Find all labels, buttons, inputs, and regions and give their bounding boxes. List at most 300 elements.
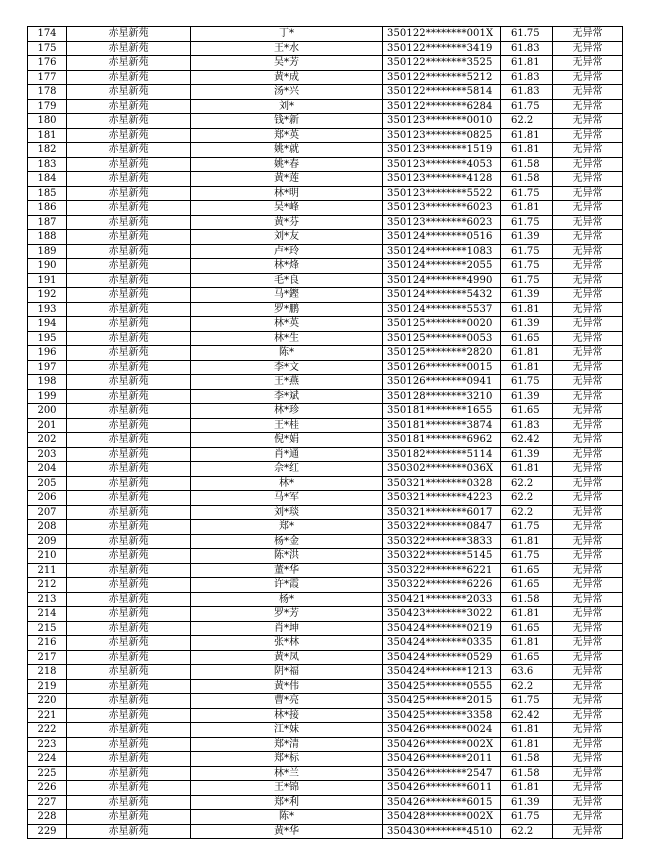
score-cell: 61.65: [501, 621, 553, 636]
status-cell: 无异常: [553, 259, 623, 274]
row-number-cell: 229: [28, 824, 67, 839]
row-number-cell: 213: [28, 592, 67, 607]
row-number-cell: 207: [28, 505, 67, 520]
table-row: [28, 665, 623, 680]
community-cell: 赤星新苑: [67, 636, 191, 651]
community-cell: 赤星新苑: [67, 215, 191, 230]
table-row: [28, 41, 623, 56]
name-cell: 林*: [191, 476, 383, 491]
score-cell: 61.81: [501, 302, 553, 317]
status-cell: 无异常: [553, 128, 623, 143]
name-cell: 李*文: [191, 360, 383, 375]
table-row: [28, 810, 623, 825]
id-number-cell: 350123********5522: [383, 186, 501, 201]
id-number-cell: 350322********5145: [383, 549, 501, 564]
name-cell: 林*明: [191, 186, 383, 201]
row-number-cell: 220: [28, 694, 67, 709]
id-number-cell: 350125********0053: [383, 331, 501, 346]
id-number-cell: 350322********6226: [383, 578, 501, 593]
row-number-cell: 203: [28, 447, 67, 462]
row-number-cell: 174: [28, 27, 67, 42]
row-number-cell: 184: [28, 172, 67, 187]
community-cell: 赤星新苑: [67, 85, 191, 100]
applicant-table: [27, 26, 623, 839]
table-row: [28, 259, 623, 274]
table-row: [28, 70, 623, 85]
status-cell: 无异常: [553, 752, 623, 767]
name-cell: 倪*娟: [191, 433, 383, 448]
table-row: [28, 215, 623, 230]
row-number-cell: 205: [28, 476, 67, 491]
name-cell: 李*斌: [191, 389, 383, 404]
id-number-cell: 350321********0328: [383, 476, 501, 491]
id-number-cell: 350424********0529: [383, 650, 501, 665]
score-cell: 61.81: [501, 607, 553, 622]
name-cell: 张*林: [191, 636, 383, 651]
name-cell: 刘*: [191, 99, 383, 114]
table-row: [28, 723, 623, 738]
status-cell: 无异常: [553, 273, 623, 288]
name-cell: 姚*就: [191, 143, 383, 158]
status-cell: 无异常: [553, 230, 623, 245]
community-cell: 赤星新苑: [67, 346, 191, 361]
score-cell: 61.81: [501, 56, 553, 71]
score-cell: 61.39: [501, 795, 553, 810]
name-cell: 毛*良: [191, 273, 383, 288]
table-row: [28, 578, 623, 593]
score-cell: 62.42: [501, 433, 553, 448]
status-cell: 无异常: [553, 302, 623, 317]
row-number-cell: 212: [28, 578, 67, 593]
status-cell: 无异常: [553, 534, 623, 549]
score-cell: 62.2: [501, 824, 553, 839]
row-number-cell: 176: [28, 56, 67, 71]
table-row: [28, 331, 623, 346]
score-cell: 61.58: [501, 157, 553, 172]
status-cell: 无异常: [553, 143, 623, 158]
status-cell: 无异常: [553, 766, 623, 781]
id-number-cell: 350322********3833: [383, 534, 501, 549]
row-number-cell: 217: [28, 650, 67, 665]
name-cell: 董*华: [191, 563, 383, 578]
status-cell: 无异常: [553, 795, 623, 810]
score-cell: 61.81: [501, 201, 553, 216]
id-number-cell: 350125********0020: [383, 317, 501, 332]
name-cell: 陈*: [191, 810, 383, 825]
table-row: [28, 404, 623, 419]
row-number-cell: 200: [28, 404, 67, 419]
id-number-cell: 350128********3210: [383, 389, 501, 404]
id-number-cell: 350302********036X: [383, 462, 501, 477]
id-number-cell: 350124********5432: [383, 288, 501, 303]
row-number-cell: 193: [28, 302, 67, 317]
table-row: [28, 288, 623, 303]
id-number-cell: 350426********0024: [383, 723, 501, 738]
table-row: [28, 433, 623, 448]
score-cell: 61.39: [501, 288, 553, 303]
id-number-cell: 350123********0825: [383, 128, 501, 143]
score-cell: 61.75: [501, 549, 553, 564]
row-number-cell: 175: [28, 41, 67, 56]
name-cell: 马*鏗: [191, 288, 383, 303]
row-number-cell: 192: [28, 288, 67, 303]
status-cell: 无异常: [553, 549, 623, 564]
name-cell: 吴*峰: [191, 201, 383, 216]
status-cell: 无异常: [553, 505, 623, 520]
status-cell: 无异常: [553, 201, 623, 216]
score-cell: 61.39: [501, 389, 553, 404]
status-cell: 无异常: [553, 824, 623, 839]
id-number-cell: 350122********3525: [383, 56, 501, 71]
row-number-cell: 222: [28, 723, 67, 738]
community-cell: 赤星新苑: [67, 795, 191, 810]
id-number-cell: 350124********1083: [383, 244, 501, 259]
table-row: [28, 520, 623, 535]
row-number-cell: 214: [28, 607, 67, 622]
community-cell: 赤星新苑: [67, 462, 191, 477]
id-number-cell: 350123********1519: [383, 143, 501, 158]
id-number-cell: 350124********5537: [383, 302, 501, 317]
row-number-cell: 224: [28, 752, 67, 767]
community-cell: 赤星新苑: [67, 520, 191, 535]
score-cell: 61.81: [501, 128, 553, 143]
table-row: [28, 476, 623, 491]
status-cell: 无异常: [553, 172, 623, 187]
community-cell: 赤星新苑: [67, 273, 191, 288]
name-cell: 郑*: [191, 520, 383, 535]
score-cell: 61.81: [501, 143, 553, 158]
name-cell: 汤*兴: [191, 85, 383, 100]
name-cell: 郑*标: [191, 752, 383, 767]
score-cell: 62.2: [501, 679, 553, 694]
community-cell: 赤星新苑: [67, 56, 191, 71]
name-cell: 黄*伟: [191, 679, 383, 694]
name-cell: 许*霞: [191, 578, 383, 593]
name-cell: 佘*红: [191, 462, 383, 477]
table-row: [28, 114, 623, 129]
table-row: [28, 447, 623, 462]
status-cell: 无异常: [553, 578, 623, 593]
row-number-cell: 216: [28, 636, 67, 651]
table-row: [28, 737, 623, 752]
id-number-cell: 350321********6017: [383, 505, 501, 520]
row-number-cell: 211: [28, 563, 67, 578]
score-cell: 61.65: [501, 404, 553, 419]
id-number-cell: 350322********0847: [383, 520, 501, 535]
status-cell: 无异常: [553, 563, 623, 578]
community-cell: 赤星新苑: [67, 563, 191, 578]
score-cell: 61.39: [501, 447, 553, 462]
community-cell: 赤星新苑: [67, 810, 191, 825]
table-row: [28, 766, 623, 781]
status-cell: 无异常: [553, 375, 623, 390]
score-cell: 61.65: [501, 578, 553, 593]
score-cell: 62.2: [501, 491, 553, 506]
id-number-cell: 350424********0335: [383, 636, 501, 651]
row-number-cell: 187: [28, 215, 67, 230]
name-cell: 林*英: [191, 317, 383, 332]
id-number-cell: 350124********2055: [383, 259, 501, 274]
community-cell: 赤星新苑: [67, 534, 191, 549]
table-row: [28, 317, 623, 332]
id-number-cell: 350123********0010: [383, 114, 501, 129]
status-cell: 无异常: [553, 157, 623, 172]
table-row: [28, 201, 623, 216]
status-cell: 无异常: [553, 476, 623, 491]
row-number-cell: 204: [28, 462, 67, 477]
table-row: [28, 85, 623, 100]
id-number-cell: 350426********6011: [383, 781, 501, 796]
id-number-cell: 350426********2011: [383, 752, 501, 767]
community-cell: 赤星新苑: [67, 650, 191, 665]
table-row: [28, 143, 623, 158]
table-row: [28, 418, 623, 433]
score-cell: 61.65: [501, 650, 553, 665]
row-number-cell: 198: [28, 375, 67, 390]
name-cell: 郑*英: [191, 128, 383, 143]
id-number-cell: 350425********0555: [383, 679, 501, 694]
id-number-cell: 350425********2015: [383, 694, 501, 709]
name-cell: 王*桂: [191, 418, 383, 433]
table-row: [28, 795, 623, 810]
id-number-cell: 350125********2820: [383, 346, 501, 361]
community-cell: 赤星新苑: [67, 41, 191, 56]
table-row: [28, 781, 623, 796]
row-number-cell: 221: [28, 708, 67, 723]
community-cell: 赤星新苑: [67, 114, 191, 129]
score-cell: 61.81: [501, 360, 553, 375]
status-cell: 无异常: [553, 404, 623, 419]
status-cell: 无异常: [553, 41, 623, 56]
table-row: [28, 346, 623, 361]
name-cell: 王*水: [191, 41, 383, 56]
community-cell: 赤星新苑: [67, 766, 191, 781]
community-cell: 赤星新苑: [67, 157, 191, 172]
table-row: [28, 752, 623, 767]
community-cell: 赤星新苑: [67, 99, 191, 114]
name-cell: 黄*莲: [191, 172, 383, 187]
table-row: [28, 244, 623, 259]
id-number-cell: 350122********001X: [383, 27, 501, 42]
row-number-cell: 210: [28, 549, 67, 564]
row-number-cell: 182: [28, 143, 67, 158]
score-cell: 61.75: [501, 520, 553, 535]
score-cell: 62.2: [501, 114, 553, 129]
status-cell: 无异常: [553, 520, 623, 535]
name-cell: 林*烽: [191, 259, 383, 274]
score-cell: 61.65: [501, 331, 553, 346]
status-cell: 无异常: [553, 346, 623, 361]
score-cell: 61.81: [501, 723, 553, 738]
name-cell: 曹*亮: [191, 694, 383, 709]
name-cell: 江*妹: [191, 723, 383, 738]
table-row: [28, 505, 623, 520]
id-number-cell: 350124********0516: [383, 230, 501, 245]
row-number-cell: 218: [28, 665, 67, 680]
score-cell: 61.81: [501, 781, 553, 796]
community-cell: 赤星新苑: [67, 230, 191, 245]
status-cell: 无异常: [553, 114, 623, 129]
status-cell: 无异常: [553, 708, 623, 723]
community-cell: 赤星新苑: [67, 723, 191, 738]
row-number-cell: 190: [28, 259, 67, 274]
status-cell: 无异常: [553, 694, 623, 709]
id-number-cell: 350181********3874: [383, 418, 501, 433]
community-cell: 赤星新苑: [67, 433, 191, 448]
score-cell: 61.58: [501, 592, 553, 607]
id-number-cell: 350123********4053: [383, 157, 501, 172]
table-row: [28, 302, 623, 317]
score-cell: 61.81: [501, 462, 553, 477]
score-cell: 61.83: [501, 85, 553, 100]
row-number-cell: 189: [28, 244, 67, 259]
status-cell: 无异常: [553, 810, 623, 825]
name-cell: 王*锦: [191, 781, 383, 796]
id-number-cell: 350122********5212: [383, 70, 501, 85]
name-cell: 吴*芳: [191, 56, 383, 71]
name-cell: 郑*清: [191, 737, 383, 752]
id-number-cell: 350126********0941: [383, 375, 501, 390]
row-number-cell: 199: [28, 389, 67, 404]
id-number-cell: 350426********2547: [383, 766, 501, 781]
id-number-cell: 350424********0219: [383, 621, 501, 636]
community-cell: 赤星新苑: [67, 70, 191, 85]
status-cell: 无异常: [553, 360, 623, 375]
status-cell: 无异常: [553, 447, 623, 462]
status-cell: 无异常: [553, 186, 623, 201]
row-number-cell: 228: [28, 810, 67, 825]
status-cell: 无异常: [553, 70, 623, 85]
row-number-cell: 188: [28, 230, 67, 245]
table-row: [28, 491, 623, 506]
name-cell: 丁*: [191, 27, 383, 42]
id-number-cell: 350430********4510: [383, 824, 501, 839]
status-cell: 无异常: [553, 56, 623, 71]
score-cell: 61.75: [501, 259, 553, 274]
row-number-cell: 180: [28, 114, 67, 129]
row-number-cell: 178: [28, 85, 67, 100]
table-row: [28, 273, 623, 288]
id-number-cell: 350322********6221: [383, 563, 501, 578]
id-number-cell: 350122********6284: [383, 99, 501, 114]
id-number-cell: 350124********4990: [383, 273, 501, 288]
name-cell: 马*军: [191, 491, 383, 506]
community-cell: 赤星新苑: [67, 621, 191, 636]
row-number-cell: 195: [28, 331, 67, 346]
row-number-cell: 215: [28, 621, 67, 636]
id-number-cell: 350425********3358: [383, 708, 501, 723]
name-cell: 林*珍: [191, 404, 383, 419]
id-number-cell: 350182********5114: [383, 447, 501, 462]
status-cell: 无异常: [553, 244, 623, 259]
table-row: [28, 679, 623, 694]
community-cell: 赤星新苑: [67, 375, 191, 390]
score-cell: 61.39: [501, 230, 553, 245]
row-number-cell: 194: [28, 317, 67, 332]
status-cell: 无异常: [553, 389, 623, 404]
table-body: [28, 27, 623, 839]
community-cell: 赤星新苑: [67, 476, 191, 491]
community-cell: 赤星新苑: [67, 302, 191, 317]
community-cell: 赤星新苑: [67, 824, 191, 839]
score-cell: 61.75: [501, 810, 553, 825]
status-cell: 无异常: [553, 781, 623, 796]
table-row: [28, 694, 623, 709]
status-cell: 无异常: [553, 27, 623, 42]
community-cell: 赤星新苑: [67, 259, 191, 274]
community-cell: 赤星新苑: [67, 737, 191, 752]
status-cell: 无异常: [553, 737, 623, 752]
table-row: [28, 462, 623, 477]
status-cell: 无异常: [553, 85, 623, 100]
table-row: [28, 157, 623, 172]
score-cell: 61.83: [501, 41, 553, 56]
status-cell: 无异常: [553, 331, 623, 346]
table-row: [28, 592, 623, 607]
community-cell: 赤星新苑: [67, 404, 191, 419]
community-cell: 赤星新苑: [67, 447, 191, 462]
id-number-cell: 350123********6023: [383, 215, 501, 230]
id-number-cell: 350423********3022: [383, 607, 501, 622]
table-row: [28, 99, 623, 114]
id-number-cell: 350122********3419: [383, 41, 501, 56]
name-cell: 肖*坤: [191, 621, 383, 636]
id-number-cell: 350428********002X: [383, 810, 501, 825]
name-cell: 肖*通: [191, 447, 383, 462]
table-row: [28, 708, 623, 723]
community-cell: 赤星新苑: [67, 578, 191, 593]
id-number-cell: 350421********2033: [383, 592, 501, 607]
status-cell: 无异常: [553, 491, 623, 506]
row-number-cell: 179: [28, 99, 67, 114]
name-cell: 罗*芳: [191, 607, 383, 622]
status-cell: 无异常: [553, 607, 623, 622]
community-cell: 赤星新苑: [67, 752, 191, 767]
score-cell: 61.81: [501, 534, 553, 549]
community-cell: 赤星新苑: [67, 201, 191, 216]
name-cell: 黄*芬: [191, 215, 383, 230]
community-cell: 赤星新苑: [67, 607, 191, 622]
table-row: [28, 549, 623, 564]
score-cell: 63.6: [501, 665, 553, 680]
status-cell: 无异常: [553, 433, 623, 448]
score-cell: 61.58: [501, 766, 553, 781]
row-number-cell: 186: [28, 201, 67, 216]
table-row: [28, 375, 623, 390]
name-cell: 刘*琰: [191, 505, 383, 520]
community-cell: 赤星新苑: [67, 418, 191, 433]
status-cell: 无异常: [553, 462, 623, 477]
table-row: [28, 389, 623, 404]
status-cell: 无异常: [553, 636, 623, 651]
id-number-cell: 350424********1213: [383, 665, 501, 680]
name-cell: 林*生: [191, 331, 383, 346]
community-cell: 赤星新苑: [67, 592, 191, 607]
score-cell: 61.75: [501, 375, 553, 390]
community-cell: 赤星新苑: [67, 665, 191, 680]
score-cell: 61.58: [501, 752, 553, 767]
row-number-cell: 208: [28, 520, 67, 535]
row-number-cell: 226: [28, 781, 67, 796]
status-cell: 无异常: [553, 665, 623, 680]
name-cell: 黄*成: [191, 70, 383, 85]
name-cell: 刘*友: [191, 230, 383, 245]
community-cell: 赤星新苑: [67, 549, 191, 564]
community-cell: 赤星新苑: [67, 27, 191, 42]
community-cell: 赤星新苑: [67, 186, 191, 201]
score-cell: 61.75: [501, 215, 553, 230]
table-row: [28, 636, 623, 651]
